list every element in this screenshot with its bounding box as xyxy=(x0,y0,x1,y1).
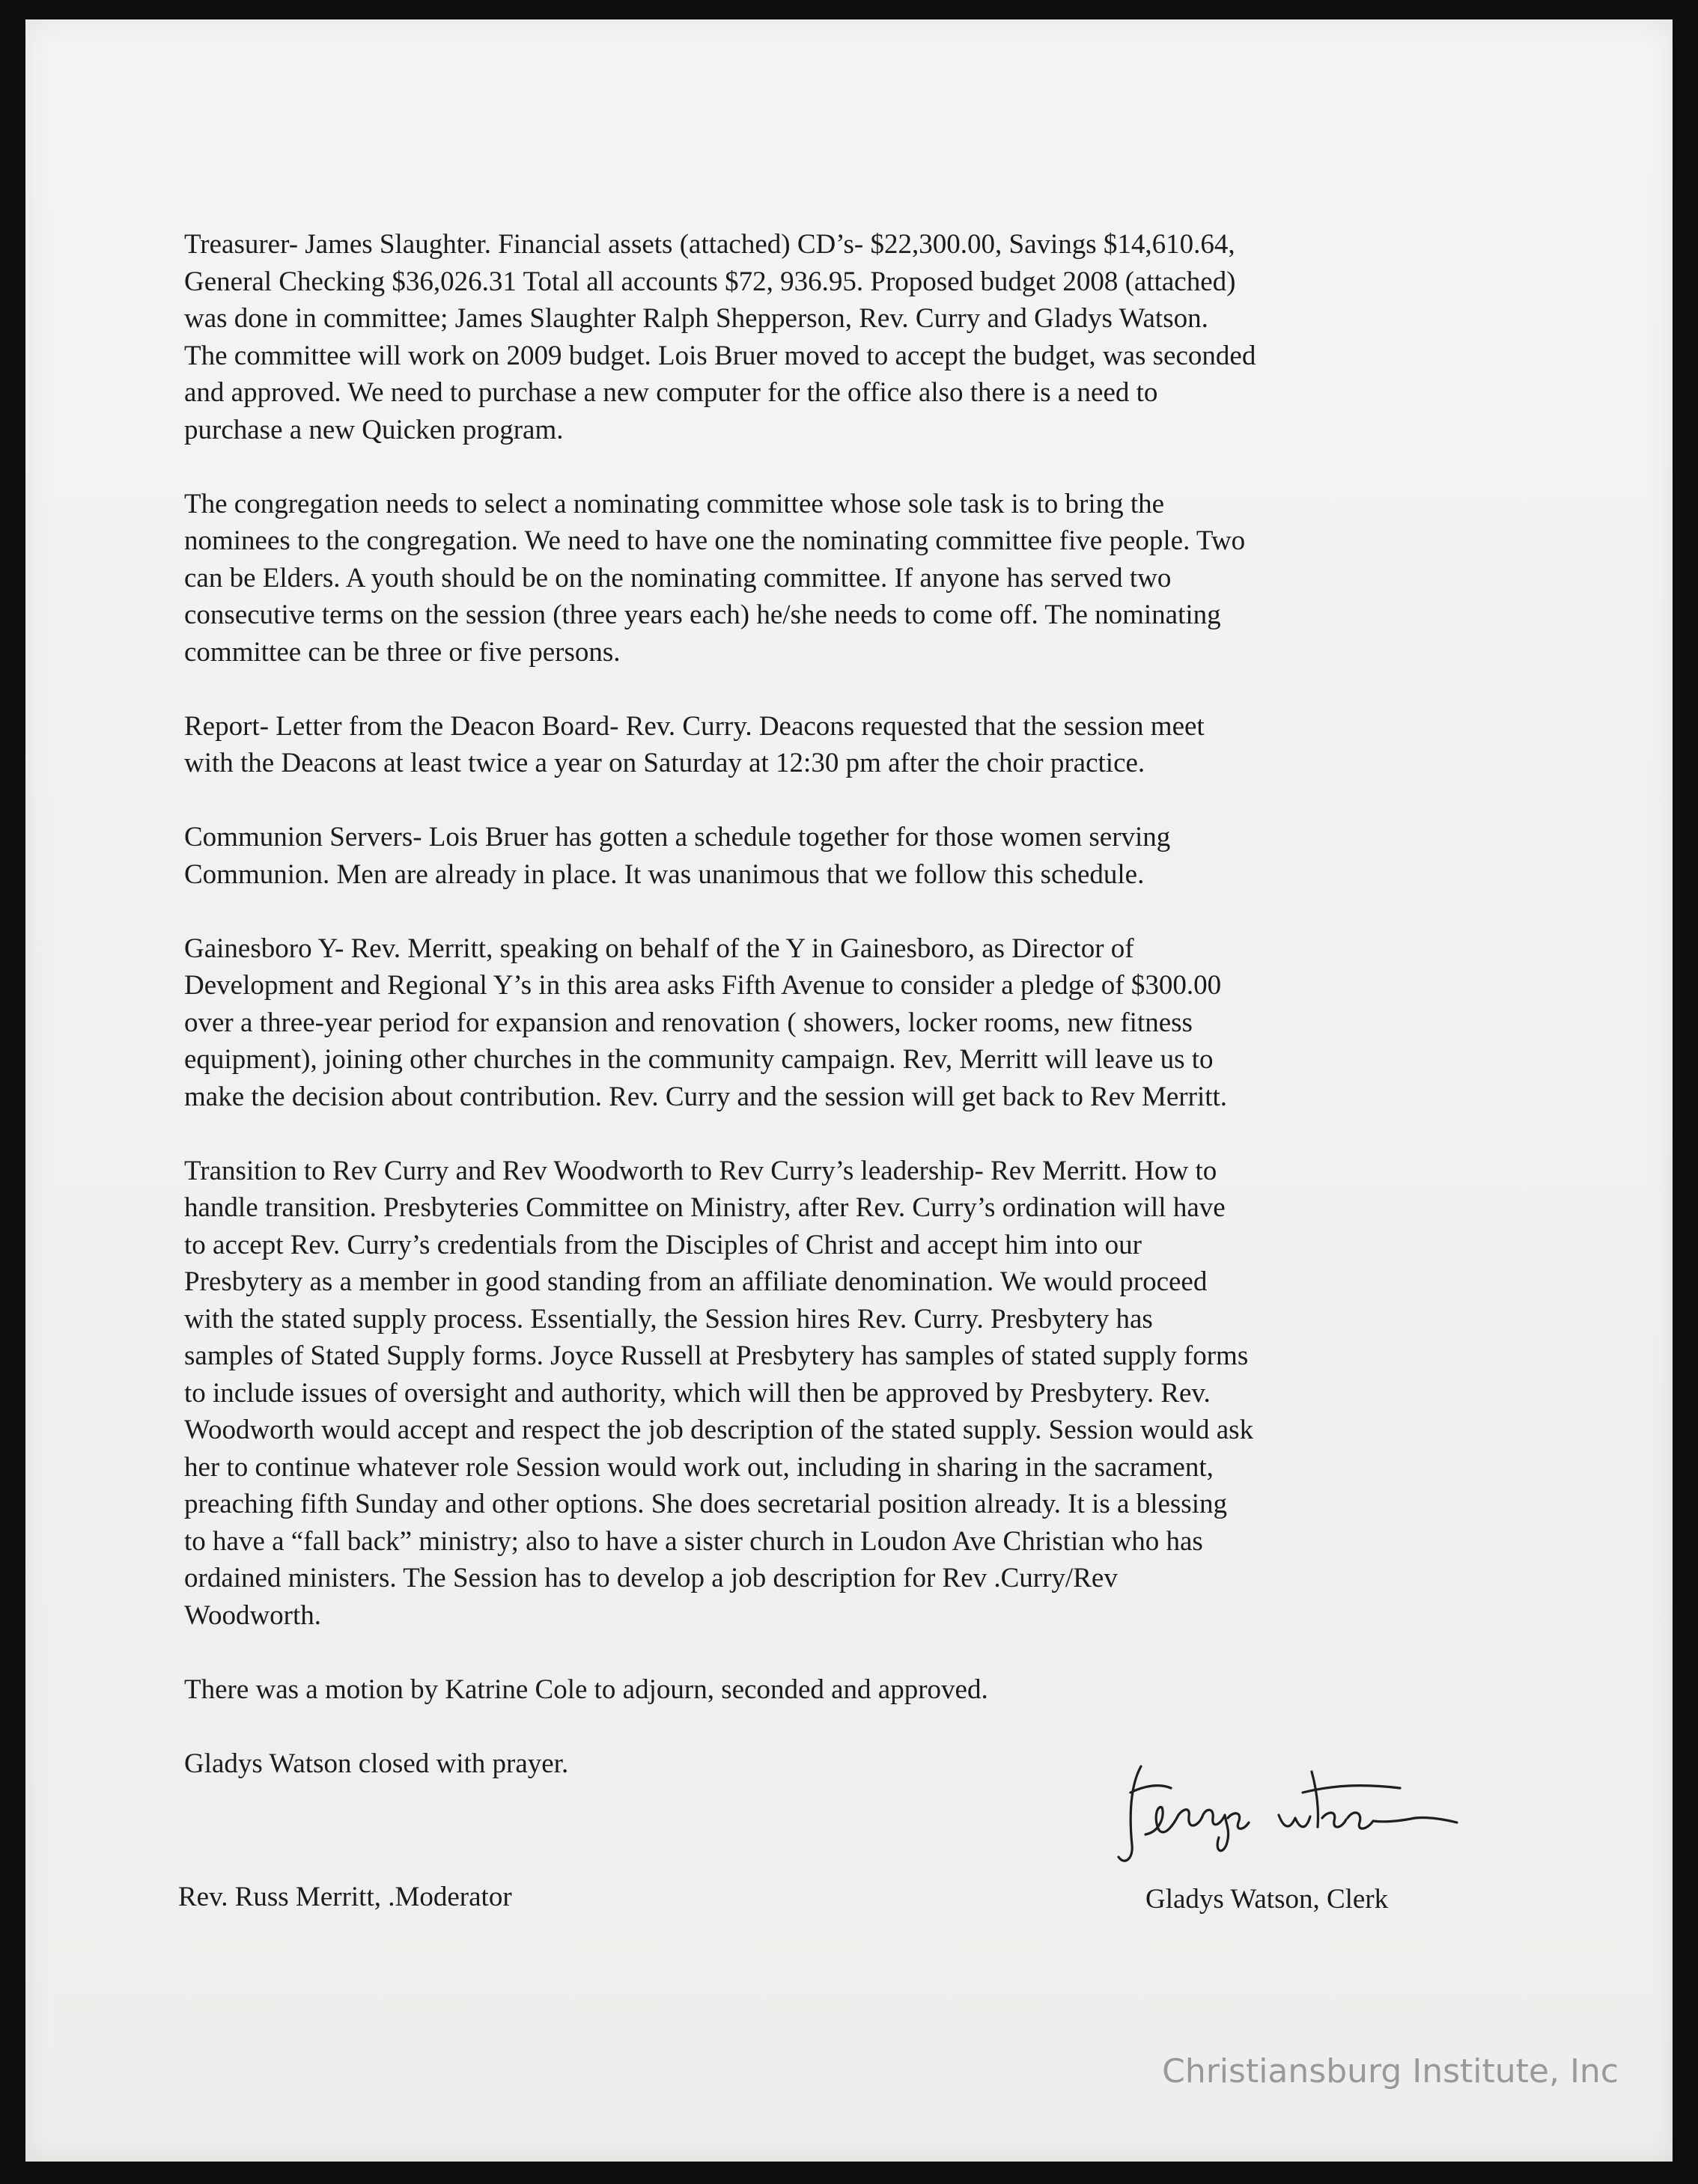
paragraph-communion-servers: Communion Servers- Lois Bruer has gotten a schedule together for those women serving Communion. Men are already in place. It was unanimous that we follow this schedule. xyxy=(184,822,1171,890)
handwritten-signature xyxy=(1116,1763,1482,1875)
moderator-signature-line: Rev. Russ Merritt, .Moderator xyxy=(178,1882,512,1912)
paragraph-treasurer: Treasurer- James Slaughter. Financial assets (attached) CD’s- $22,300.00, Savings $14,610.64, General Checking $36,026.31 Total all accounts $72, 936.95. Proposed budget 2008 (attached) was done in committee; James Slaughter Ralph Shepperson, Rev. Curry and Gladys Watson. The committee will work on 2009 budget. Lois Bruer moved to accept the budget, was seconded and approved. We need to purchase a new computer for the office also there is a need to purchase a new Quicken program. xyxy=(184,229,1256,445)
watermark-text: Christiansburg Institute, Inc xyxy=(1162,2052,1619,2090)
paragraph-nominating-committee: The congregation needs to select a nominating committee whose sole task is to bring the nominees to the congregation. We need to have one the nominating committee five people. Two can be Elders. A youth should be on the nominating committee. If anyone has served two consecutive terms on the session (three years each) he/she needs to come off. The nominating committee can be three or five persons. xyxy=(184,488,1246,668)
paragraph-closing-prayer: Gladys Watson closed with prayer. xyxy=(184,1748,569,1779)
paragraph-deacon-report: Report- Letter from the Deacon Board- Rev. Curry. Deacons requested that the session meet with the Deacons at least twice a year on Saturday at 12:30 pm after the choir practice. xyxy=(184,710,1205,778)
paragraph-gainesboro-y: Gainesboro Y- Rev. Merritt, speaking on behalf of the Y in Gainesboro, as Director of Development and Regional Y’s in this area asks Fifth Avenue to consider a pledge of $300.00 over a three-year period for expansion and renovation ( showers, locker rooms, new fitness equipment), joining other churches in the community campaign. Rev, Merritt will leave us to make the decision about contribution. Rev. Curry and the session will get back to Rev Merritt. xyxy=(184,933,1228,1112)
paragraph-adjourn: There was a motion by Katrine Cole to adjourn, seconded and approved. xyxy=(184,1674,988,1705)
clerk-signature-line: Gladys Watson, Clerk xyxy=(1145,1884,1389,1915)
paragraph-transition: Transition to Rev Curry and Rev Woodworth to Rev Curry’s leadership- Rev Merritt. How to handle transition. Presbyteries Committee on Ministry, after Rev. Curry’s ordination will have to accept Rev. Curry’s credentials from the Disciples of Christ and accept him into our Presbytery as a member in good standing from an affiliate denomination. We would proceed with the stated supply process. Essentially, the Session hires Rev. Curry. Presbytery has samples of Stated Supply forms. Joyce Russell at Presbytery has samples of stated supply forms to include issues of oversight and authority, which will then be approved by Presbytery. Rev. Woodworth would accept and respect the job description of the stated supply. Session would ask her to continue whatever role Session would work out, including in sharing in the sacrament, preaching fifth Sunday and other options. She does secretarial position already. It is a blessing to have a “fall back” ministry; also to have a sister church in Loudon Ave Christian who has ordained ministers. The Session has to develop a job description for Rev .Curry/Rev Woodworth. xyxy=(184,1155,1254,1631)
minutes-body xyxy=(184,226,1509,1820)
